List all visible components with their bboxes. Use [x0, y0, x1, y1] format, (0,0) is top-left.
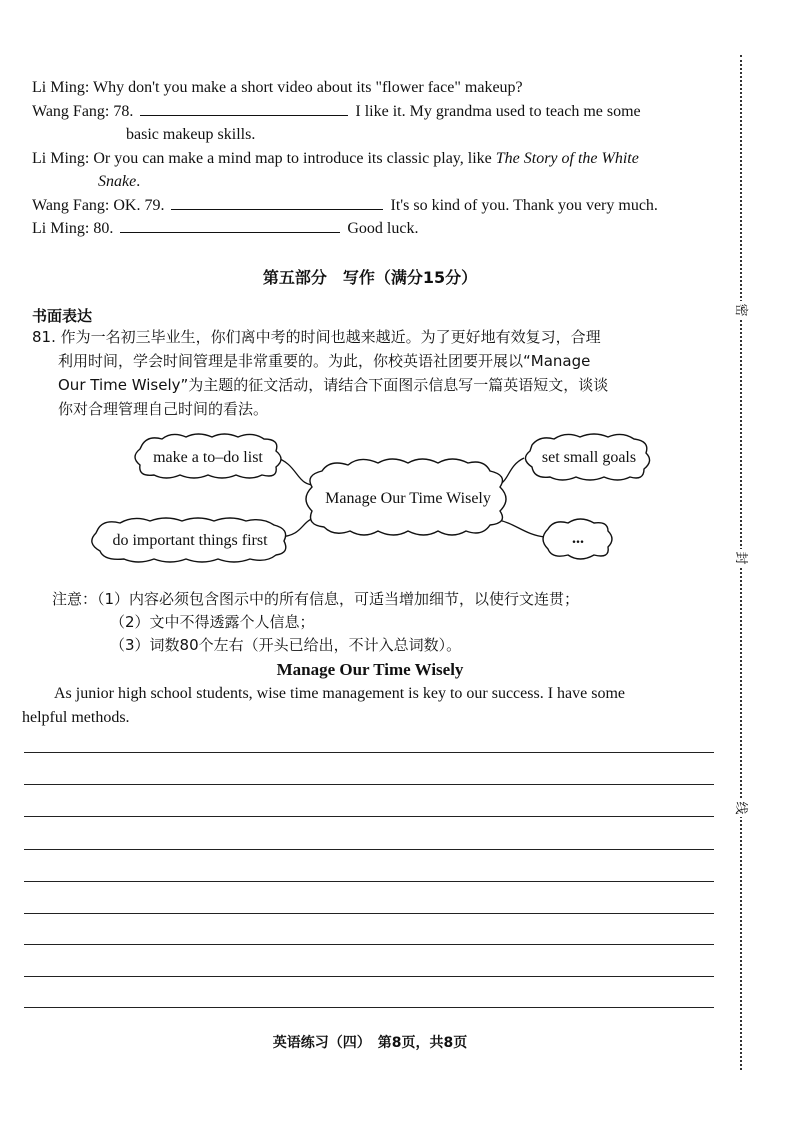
dialogue-line-78-cont: basic makeup skills.	[126, 126, 256, 143]
note-3: （3）词数80个左右（开头已给出，不计入总词数）。	[110, 636, 462, 654]
writing-line[interactable]	[24, 849, 714, 850]
writing-line[interactable]	[24, 976, 714, 977]
dialogue-line-1: Li Ming: Why don't you make a short video about its "flower face" makeup?	[32, 79, 523, 96]
essay-opening-line-2: helpful methods.	[22, 709, 130, 726]
dialogue-speaker-79: Wang Fang: OK. 79.	[32, 197, 165, 214]
play-title: The Story of the White	[495, 150, 639, 167]
note-2: （2）文中不得透露个人信息；	[110, 613, 315, 631]
dialogue-line-80	[32, 218, 418, 240]
writing-line[interactable]	[24, 881, 714, 882]
section-subtitle: 书面表达	[32, 307, 93, 325]
mind-map-bottom-left-label: do important things first	[112, 532, 268, 549]
notes-label: 注意：	[52, 590, 98, 608]
mind-map-center-label: Manage Our Time Wisely	[325, 490, 491, 507]
writing-line[interactable]	[24, 816, 714, 817]
dialogue-speaker-78: Wang Fang: 78.	[32, 103, 134, 120]
page-footer: 英语练习（四） 第8页，共8页	[272, 1035, 468, 1051]
question-line-2: 利用时间，学会时间管理是非常重要的。为此，你校英语社团要开展以“Manage	[58, 352, 591, 370]
question-line-4: 你对合理管理自己时间的看法。	[58, 400, 269, 418]
note-1: （1）内容必须包含图示中的所有信息，可适当增加细节，以使行文连贯；	[97, 590, 580, 608]
answer-blank-79[interactable]	[171, 195, 383, 210]
question-line-3: Our Time Wisely”为主题的征文活动，请结合下面图示信息写一篇英语短文，谈谈	[58, 376, 609, 394]
answer-blank-80[interactable]	[120, 218, 340, 233]
writing-line[interactable]	[24, 944, 714, 945]
mind-map	[0, 425, 740, 575]
mind-map-top-right-label: set small goals	[541, 449, 637, 466]
binding-char-seal: 密	[730, 301, 750, 319]
dialogue-line-78	[32, 101, 641, 123]
essay-opening-line-1: As junior high school students, wise time management is key to our success. I have some	[54, 685, 626, 702]
dialogue-speaker-80: Li Ming: 80.	[32, 220, 114, 237]
mind-map-top-left-label: make a to–do list	[153, 449, 263, 466]
connector-bottom-right	[498, 520, 545, 537]
writing-line[interactable]	[24, 784, 714, 785]
dialogue-text-80: Good luck.	[347, 220, 419, 237]
binding-char-envelope: 封	[730, 549, 750, 567]
section-title: 第五部分 写作（满分15分）	[262, 268, 478, 287]
mind-map-bottom-right-label: ...	[572, 530, 584, 547]
dialogue-text-78: I like it. My grandma used to teach me some	[355, 103, 641, 120]
writing-line[interactable]	[24, 913, 714, 914]
dialogue-text-79: It's so kind of you. Thank you very much.	[390, 197, 658, 214]
question-line-1: 81. 作为一名初三毕业生，你们离中考的时间也越来越近。为了更好地有效复习，合理	[32, 328, 601, 346]
dialogue-line-3	[32, 148, 639, 170]
writing-line[interactable]	[24, 1007, 714, 1008]
dialogue-text-3: Li Ming: Or you can make a mind map to introduce its classic play, like	[32, 150, 492, 167]
answer-blank-78[interactable]	[140, 101, 348, 116]
play-title-cont: Snake	[98, 173, 137, 190]
period: .	[136, 173, 141, 190]
writing-line[interactable]	[24, 752, 714, 753]
binding-char-line: 线	[730, 799, 750, 817]
notes-line-1	[52, 588, 579, 610]
dialogue-line-3-cont	[98, 171, 140, 193]
essay-title: Manage Our Time Wisely	[276, 660, 464, 679]
dialogue-line-79	[32, 195, 658, 217]
